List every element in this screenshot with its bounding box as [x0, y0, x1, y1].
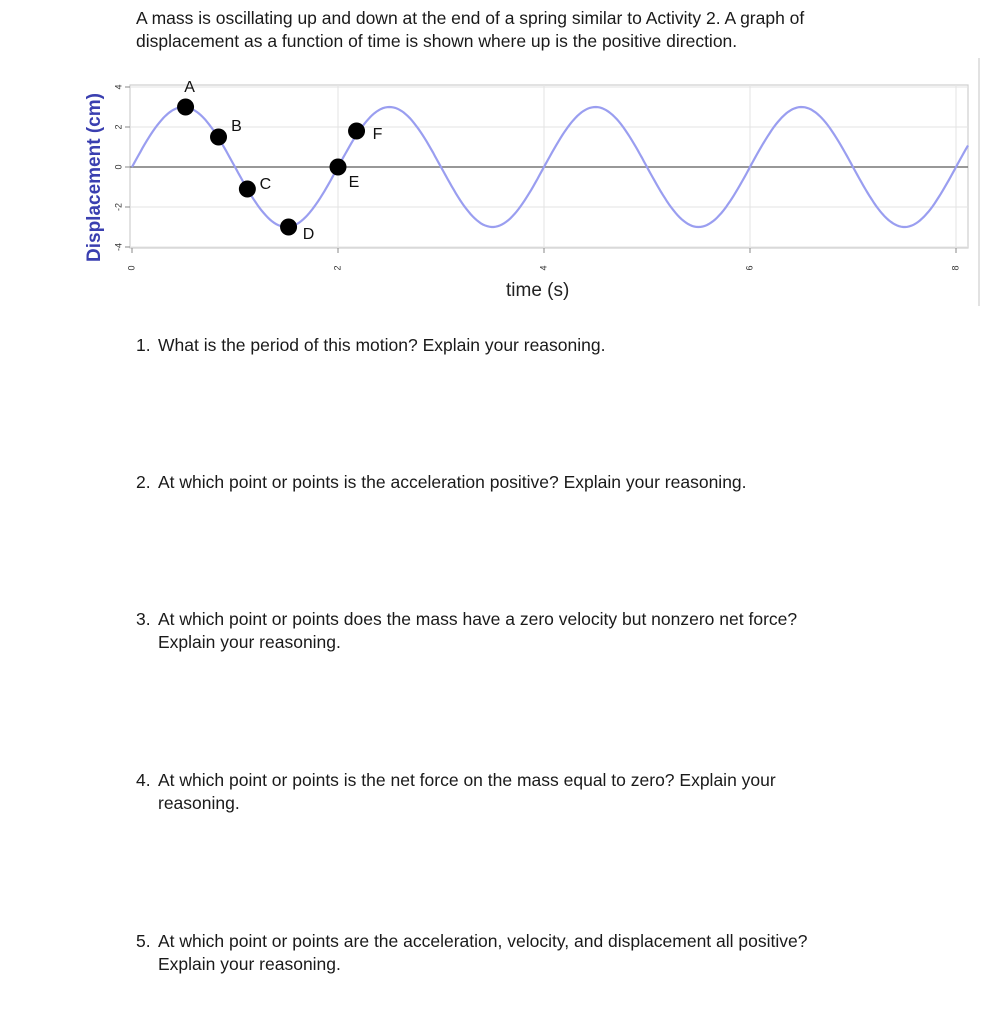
question-number: 5. — [136, 931, 151, 951]
y-tick-label: 2 — [113, 124, 124, 130]
x-axis-label: time (s) — [506, 280, 570, 301]
question-number: 2. — [136, 472, 151, 492]
x-tick-label: 0 — [126, 265, 137, 271]
question-text-continued: Explain your reasoning. — [158, 954, 341, 974]
question-text: At which point or points is the net force on the mass equal to zero? Explain your — [158, 770, 776, 790]
y-tick-label: 0 — [113, 164, 124, 170]
question-text-continued: Explain your reasoning. — [158, 632, 341, 652]
y-axis-label: Displacement (cm) — [84, 93, 105, 262]
x-tick-label: 8 — [950, 265, 961, 271]
question-4 — [136, 769, 896, 815]
question-1 — [136, 334, 896, 357]
displacement-time-graph — [0, 0, 994, 320]
point-label: C — [259, 176, 272, 194]
question-2 — [136, 471, 896, 494]
question-text-continued: reasoning. — [158, 793, 240, 813]
x-tick-label: 6 — [744, 265, 755, 271]
question-text: At which point or points does the mass have a zero velocity but nonzero net force? — [158, 609, 798, 629]
question-text: At which point or points is the acceleration positive? Explain your reasoning. — [158, 472, 747, 492]
point-label: B — [231, 118, 242, 136]
point-label: A — [184, 79, 195, 97]
intro-text: A mass is oscillating up and down at the end of a spring similar to Activity 2. A graph of displacement as a function of time is shown where up is the positive direction. — [136, 8, 805, 51]
x-tick-label: 2 — [332, 265, 343, 271]
data-point-marker — [280, 219, 297, 236]
question-text: What is the period of this motion? Explain your reasoning. — [158, 335, 606, 355]
question-5 — [136, 930, 896, 976]
point-label: F — [372, 126, 383, 144]
point-label: D — [302, 226, 315, 244]
x-tick-label: 4 — [538, 265, 549, 271]
y-tick-label: 4 — [113, 84, 124, 90]
point-label: E — [348, 174, 360, 192]
y-tick-label: -4 — [113, 242, 124, 252]
question-3 — [136, 608, 896, 654]
question-number: 1. — [136, 335, 151, 355]
data-point-marker — [177, 99, 194, 116]
data-point-marker — [348, 123, 365, 140]
question-number: 3. — [136, 609, 151, 629]
data-point-marker — [239, 181, 256, 198]
data-point-marker — [330, 159, 347, 176]
y-tick-label: -2 — [113, 202, 124, 212]
question-number: 4. — [136, 770, 151, 790]
question-text: At which point or points are the acceleration, velocity, and displacement all positive? — [158, 931, 808, 951]
data-point-marker — [210, 129, 227, 146]
